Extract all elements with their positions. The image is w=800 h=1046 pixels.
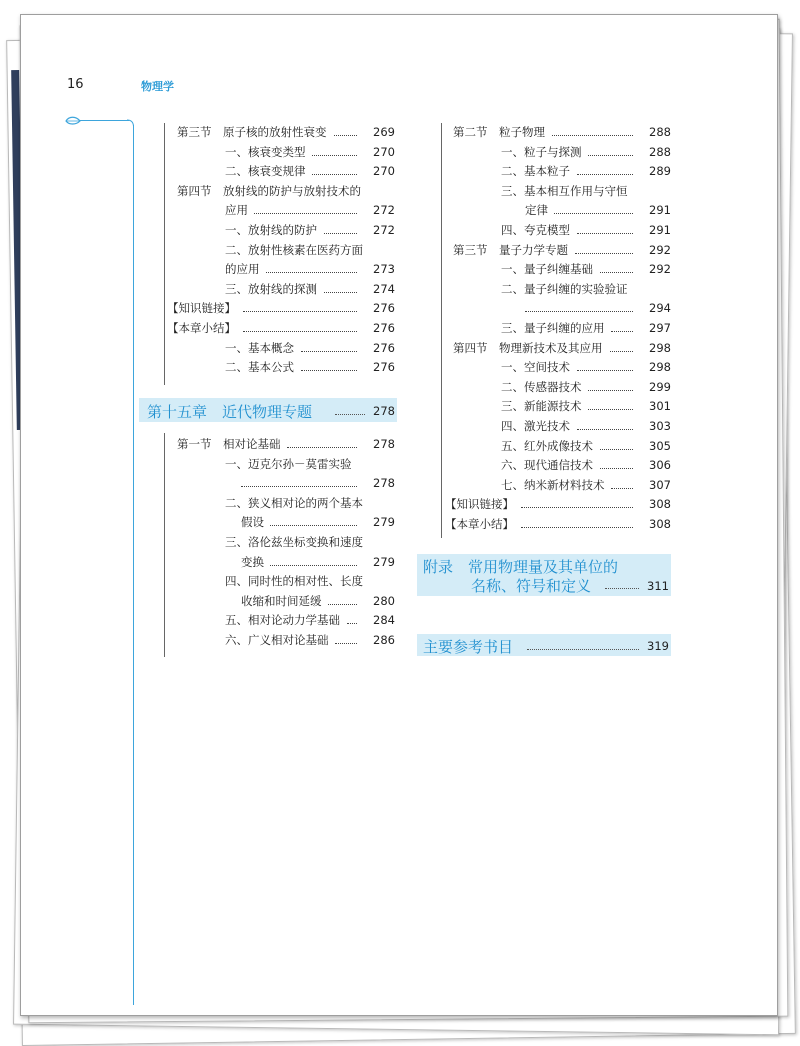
toc-entry-label: 三、基本相互作用与守恒 [501,183,628,198]
leader-dots [335,632,357,644]
toc-entry-label: 二、核衰变规律 [225,164,306,179]
toc-entry[interactable] [453,242,671,258]
toc-entry-label: 三、洛伦兹坐标变换和速度 [225,535,363,549]
toc-entry-label: 二、基本公式 [225,360,294,375]
toc-entry[interactable] [225,222,395,238]
toc-entry[interactable] [225,202,395,218]
toc-entry-page: 301 [649,399,671,414]
toc-entry-label: 二、量子纠缠的实验验证 [501,281,628,296]
toc-entry-page: 306 [649,458,671,473]
toc-entry-label: 三、放射线的探测 [225,281,317,296]
toc-entry-label: 二、放射性核素在医药方面 [225,242,363,257]
appendix-title-line2: 名称、符号和定义 [471,577,592,595]
toc-entry-page: 284 [373,613,395,628]
toc-entry-label: 一、核衰变类型 [225,144,306,159]
margin-rule-horizontal [79,120,129,121]
leader-dots [577,418,633,430]
leader-dots [312,144,357,156]
leader-dots [324,281,357,293]
toc-entry[interactable] [225,261,395,277]
toc-entry-label: 四、夸克模型 [501,223,570,237]
leader-dots [270,554,357,566]
toc-entry-page: 276 [373,360,395,375]
appendix-page: 311 [647,579,669,593]
leader-dots [335,404,365,415]
toc-entry[interactable] [501,222,671,238]
leader-dots [324,222,357,234]
toc-entry-page: 291 [649,203,671,218]
toc-page [20,14,778,1016]
leaf-icon [65,115,81,127]
chapter-15-title: 第十五章 近代物理专题 [147,403,313,421]
toc-entry[interactable] [501,398,671,414]
toc-entry-label: 收缩和时间延缓 [241,593,322,608]
toc-entry-page: 292 [649,242,671,257]
toc-entry-page: 280 [373,593,395,608]
toc-entry-page: 286 [373,633,395,647]
leader-dots [527,639,639,650]
toc-entry-page: 278 [373,437,395,451]
toc-entry-label: 二、基本粒子 [501,164,570,179]
toc-entry[interactable] [225,144,395,160]
toc-entry[interactable] [525,202,671,218]
toc-entry-label: 一、放射线的防护 [225,223,317,237]
toc-entry[interactable] [225,456,395,472]
toc-entry-page: 269 [373,125,395,139]
toc-entry-page: 272 [373,203,395,218]
leader-dots [241,475,357,487]
toc-entry-page: 291 [649,223,671,237]
toc-entry[interactable] [225,340,395,356]
references-title: 主要参考书目 [423,638,514,656]
toc-entry[interactable] [241,475,395,491]
toc-entry-label: 六、现代通信技术 [501,458,593,473]
leader-dots [301,359,357,371]
toc-entry[interactable] [241,554,395,570]
toc-entry-label: 第二节 粒子物理 [453,125,545,139]
leader-dots [600,261,633,273]
toc-entry[interactable] [177,124,395,140]
references-page: 319 [647,639,669,653]
toc-entry[interactable] [225,534,395,550]
toc-entry-page: 276 [373,301,395,316]
toc-entry-label: 【本章小结】 [445,517,514,531]
toc-entry[interactable] [241,514,395,530]
toc-entry-page: 279 [373,515,395,530]
toc-entry[interactable] [225,495,395,511]
toc-entry-label: 二、狭义相对论的两个基本 [225,495,363,510]
toc-entry-label: 第四节 物理新技术及其应用 [453,340,603,355]
toc-entry-label: 六、广义相对论基础 [225,633,329,647]
toc-entry-page: 288 [649,125,671,139]
leader-dots [328,593,357,605]
toc-entry[interactable] [167,320,395,336]
toc-entry-label: 假设 [241,515,264,530]
toc-entry-page: 294 [649,301,671,316]
toc-entry-label: 定律 [525,203,548,218]
toc-entry-page: 288 [649,144,671,159]
toc-entry-label: 【知识链接】 [445,497,514,512]
toc-entry[interactable] [225,573,395,589]
toc-entry-page: 276 [373,340,395,355]
toc-entry-page: 292 [649,262,671,277]
toc-entry-label: 一、粒子与探测 [501,144,582,159]
leader-dots [552,124,633,136]
toc-entry-label: 第四节 放射线的防护与放射技术的 [177,183,361,198]
toc-entry[interactable] [525,300,671,316]
chapter-15-heading[interactable] [139,398,397,422]
toc-entry-page: 279 [373,554,395,569]
toc-entry[interactable] [225,242,395,258]
leader-dots [588,144,633,156]
margin-rule-vertical [133,125,134,1005]
toc-entry-label: 第一节 相对论基础 [177,437,281,451]
leader-dots [610,340,633,352]
toc-entry-page: 278 [373,476,395,491]
toc-entry-page: 272 [373,223,395,237]
toc-entry-page: 308 [649,517,671,531]
toc-entry[interactable] [501,320,671,336]
toc-entry[interactable] [501,418,671,434]
toc-entry-page: 297 [649,321,671,335]
chapter-15-page: 278 [373,404,395,418]
toc-entry-label: 四、激光技术 [501,419,570,433]
toc-entry-label: 【知识链接】 [167,301,236,316]
toc-entry[interactable] [453,124,671,140]
toc-entry-label: 变换 [241,554,264,569]
leader-dots [334,124,357,136]
toc-entry[interactable] [501,183,671,199]
toc-entry[interactable] [501,379,671,395]
toc-entry[interactable] [501,457,671,473]
toc-entry-label: 五、红外成像技术 [501,438,593,453]
section-bar [164,123,165,385]
leader-dots [347,612,357,624]
toc-entry-page: 299 [649,379,671,394]
toc-entry[interactable] [501,261,671,277]
leader-dots [600,438,633,450]
leader-dots [287,436,357,448]
toc-entry-label: 五、相对论动力学基础 [225,613,340,628]
toc-entry[interactable] [501,144,671,160]
toc-entry-page: 273 [373,262,395,277]
toc-entry-label: 三、量子纠缠的应用 [501,321,605,335]
toc-entry-label: 【本章小结】 [167,321,236,335]
section-bar [164,433,165,657]
toc-entry-label: 一、基本概念 [225,340,294,355]
toc-entry[interactable] [225,281,395,297]
toc-entry-page: 305 [649,438,671,453]
toc-entry-label: 一、迈克尔孙－莫雷实验 [225,456,352,471]
leader-dots [525,300,633,312]
leader-dots [270,514,357,526]
toc-entry-label: 应用 [225,203,248,218]
leader-dots [611,477,633,489]
leader-dots [243,300,357,312]
leader-dots [312,163,357,175]
toc-entry-label: 四、同时性的相对性、长度 [225,574,363,589]
toc-entry[interactable] [501,438,671,454]
toc-entry-page: 270 [373,164,395,179]
leader-dots [521,496,633,508]
toc-entry-label: 第三节 原子核的放射性衰变 [177,125,327,139]
toc-entry-label: 七、纳米新材料技术 [501,477,605,492]
toc-entry[interactable] [177,183,395,199]
leader-dots [577,359,633,371]
toc-entry[interactable] [453,340,671,356]
toc-entry[interactable] [225,612,395,628]
toc-entry-page: 298 [649,340,671,355]
toc-entry-label: 三、新能源技术 [501,399,582,414]
toc-entry-page: 274 [373,281,395,296]
margin-rule-corner [127,119,135,127]
toc-entry[interactable] [225,359,395,375]
toc-entry-label: 的应用 [225,262,260,277]
leader-dots [521,516,633,528]
toc-entry[interactable] [501,281,671,297]
appendix-heading[interactable] [417,554,671,596]
toc-entry[interactable] [501,477,671,493]
references-heading[interactable] [417,634,671,656]
section-bar [441,123,442,538]
toc-entry-label: 一、量子纠缠基础 [501,262,593,277]
toc-entry-label: 一、空间技术 [501,360,570,375]
toc-entry[interactable] [501,163,671,179]
toc-entry[interactable] [241,593,395,609]
toc-entry[interactable] [167,300,395,316]
toc-entry-page: 270 [373,144,395,159]
leader-dots [254,202,357,214]
toc-entry-page: 276 [373,321,395,335]
toc-entry[interactable] [445,516,671,532]
toc-entry[interactable] [501,359,671,375]
leader-dots [266,261,357,273]
leader-dots [588,379,633,391]
toc-entry-label: 二、传感器技术 [501,379,582,394]
toc-entry[interactable] [445,496,671,512]
toc-entry-page: 308 [649,497,671,512]
leader-dots [577,163,633,175]
leader-dots [554,202,633,214]
book-title: 物理学 [141,80,174,93]
leader-dots [611,320,633,332]
toc-entry[interactable] [225,163,395,179]
toc-entry-page: 303 [649,419,671,433]
leader-dots [577,222,633,234]
appendix-title-line1: 附录 常用物理量及其单位的 [423,558,619,576]
leader-dots [301,340,357,352]
page-number: 16 [67,77,84,92]
toc-entry-page: 289 [649,164,671,179]
toc-entry-page: 307 [649,477,671,492]
leader-dots [575,242,633,254]
toc-entry[interactable] [225,632,395,648]
leader-dots [243,320,357,332]
leader-dots [605,578,639,589]
leader-dots [588,398,633,410]
toc-entry-page: 298 [649,360,671,375]
toc-entry-label: 第三节 量子力学专题 [453,242,568,257]
toc-entry[interactable] [177,436,395,452]
leader-dots [600,457,633,469]
